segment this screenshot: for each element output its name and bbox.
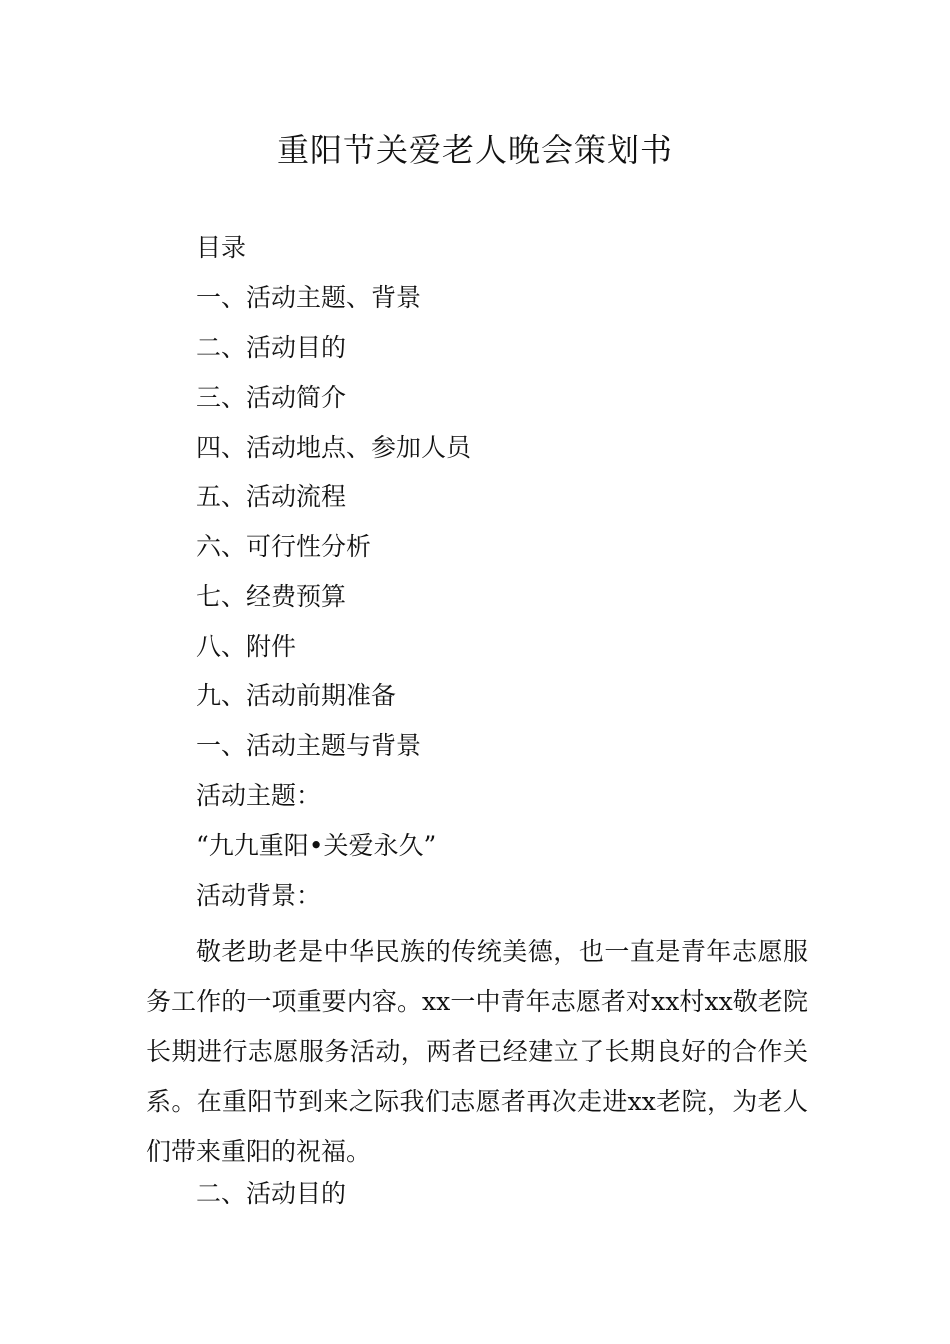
toc-item: 九、活动前期准备 — [196, 681, 397, 710]
toc-heading: 目录 — [196, 233, 247, 262]
document-title: 重阳节关爱老人晚会策划书 — [276, 131, 673, 169]
theme-text: “九九重阳•关爱永久” — [196, 831, 437, 860]
toc-item: 六、可行性分析 — [196, 532, 372, 561]
toc-item: 七、经费预算 — [196, 582, 347, 611]
theme-label: 活动主题： — [196, 781, 322, 810]
background-paragraph: 敬老助老是中华民族的传统美德，也一直是青年志愿服务工作的一项重要内容。xx一中青年志愿者对xx村xx敬老院长期进行志愿服务活动，两者已经建立了长期良好的合作关系。在重阳节到来之际我们志愿者再次走进xx老院，为老人们带来重阳的祝福。 — [146, 937, 808, 1166]
toc-item: 一、活动主题、背景 — [196, 283, 422, 312]
toc-item: 二、活动目的 — [196, 333, 347, 362]
toc-item: 四、活动地点、参加人员 — [196, 433, 472, 462]
toc-item: 三、活动简介 — [196, 383, 347, 412]
toc-item: 五、活动流程 — [196, 482, 347, 511]
toc-item: 八、附件 — [196, 632, 297, 661]
background-label: 活动背景： — [196, 881, 322, 910]
section-heading: 二、活动目的 — [196, 1179, 347, 1208]
section-heading: 一、活动主题与背景 — [196, 731, 422, 760]
